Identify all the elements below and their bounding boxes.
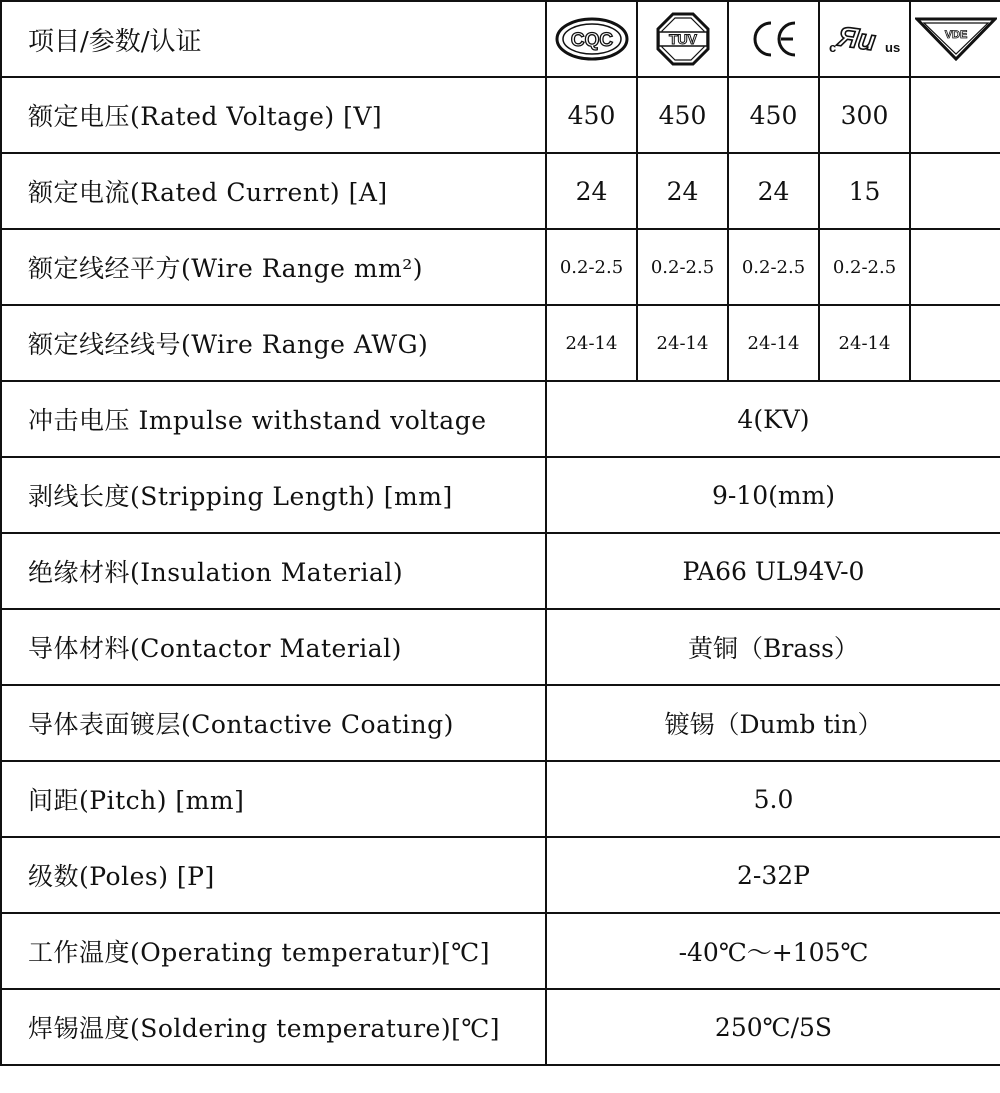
header-title: 项目/参数/认证 (1, 1, 546, 77)
spec-row (1, 533, 1000, 609)
row-label: 额定电流(Rated Current) [A] (1, 153, 546, 229)
spec-row (1, 381, 1000, 457)
cell-value: 450 (637, 77, 728, 153)
spec-row (1, 457, 1000, 533)
cell-value: 黄铜（Brass） (546, 609, 1000, 685)
spec-row (1, 77, 1000, 153)
cell-value: 24-14 (637, 305, 728, 381)
cell-value (910, 153, 1000, 229)
svg-text:c: c (828, 40, 836, 55)
row-label: 额定电压(Rated Voltage) [V] (1, 77, 546, 153)
svg-text:CQC: CQC (570, 30, 613, 51)
cul-us-logo-icon (819, 1, 910, 77)
cell-value (910, 77, 1000, 153)
svg-text:Яu: Яu (835, 20, 877, 57)
ce-logo-icon (728, 1, 819, 77)
cell-value: 24 (546, 153, 637, 229)
cell-value: 15 (819, 153, 910, 229)
row-label: 额定线经平方(Wire Range mm²) (1, 229, 546, 305)
row-label: 工作温度(Operating temperatur)[℃] (1, 913, 546, 989)
spec-row (1, 609, 1000, 685)
cell-value: 24 (637, 153, 728, 229)
cqc-logo-icon (546, 1, 637, 77)
spec-row (1, 989, 1000, 1065)
cell-value: 0.2-2.5 (637, 229, 728, 305)
cell-value: 24 (728, 153, 819, 229)
svg-text:VDE: VDE (944, 29, 967, 41)
cell-value: 5.0 (546, 761, 1000, 837)
cell-value: PA66 UL94V-0 (546, 533, 1000, 609)
cell-value (910, 305, 1000, 381)
spec-row (1, 837, 1000, 913)
svg-text:TUV: TUV (668, 31, 697, 47)
cell-value: 0.2-2.5 (546, 229, 637, 305)
vde-logo-icon (910, 1, 1000, 77)
spec-row (1, 305, 1000, 381)
cell-value: 镀锡（Dumb tin） (546, 685, 1000, 761)
row-label: 额定线经线号(Wire Range AWG) (1, 305, 546, 381)
cell-value: -40℃～+105℃ (546, 913, 1000, 989)
cell-value: 24-14 (546, 305, 637, 381)
header-row (1, 1, 1000, 77)
spec-row (1, 913, 1000, 989)
cell-value: 450 (546, 77, 637, 153)
svg-text:us: us (884, 40, 900, 55)
cell-value: 9-10(mm) (546, 457, 1000, 533)
cell-value: 300 (819, 77, 910, 153)
spec-row (1, 153, 1000, 229)
cell-value: 0.2-2.5 (819, 229, 910, 305)
cell-value: 24-14 (819, 305, 910, 381)
tuv-logo-icon (637, 1, 728, 77)
cell-value: 24-14 (728, 305, 819, 381)
cell-value: 450 (728, 77, 819, 153)
cell-value: 4(KV) (546, 381, 1000, 457)
row-label: 剥线长度(Stripping Length) [mm] (1, 457, 546, 533)
row-label: 级数(Poles) [P] (1, 837, 546, 913)
row-label: 绝缘材料(Insulation Material) (1, 533, 546, 609)
cell-value: 250℃/5S (546, 989, 1000, 1065)
cell-value: 0.2-2.5 (728, 229, 819, 305)
row-label: 导体表面镀层(Contactive Coating) (1, 685, 546, 761)
row-label: 冲击电压 Impulse withstand voltage (1, 381, 546, 457)
spec-row (1, 229, 1000, 305)
cell-value (910, 229, 1000, 305)
row-label: 间距(Pitch) [mm] (1, 761, 546, 837)
cell-value: 2-32P (546, 837, 1000, 913)
spec-row (1, 685, 1000, 761)
row-label: 导体材料(Contactor Material) (1, 609, 546, 685)
spec-row (1, 761, 1000, 837)
row-label: 焊锡温度(Soldering temperature)[℃] (1, 989, 546, 1065)
